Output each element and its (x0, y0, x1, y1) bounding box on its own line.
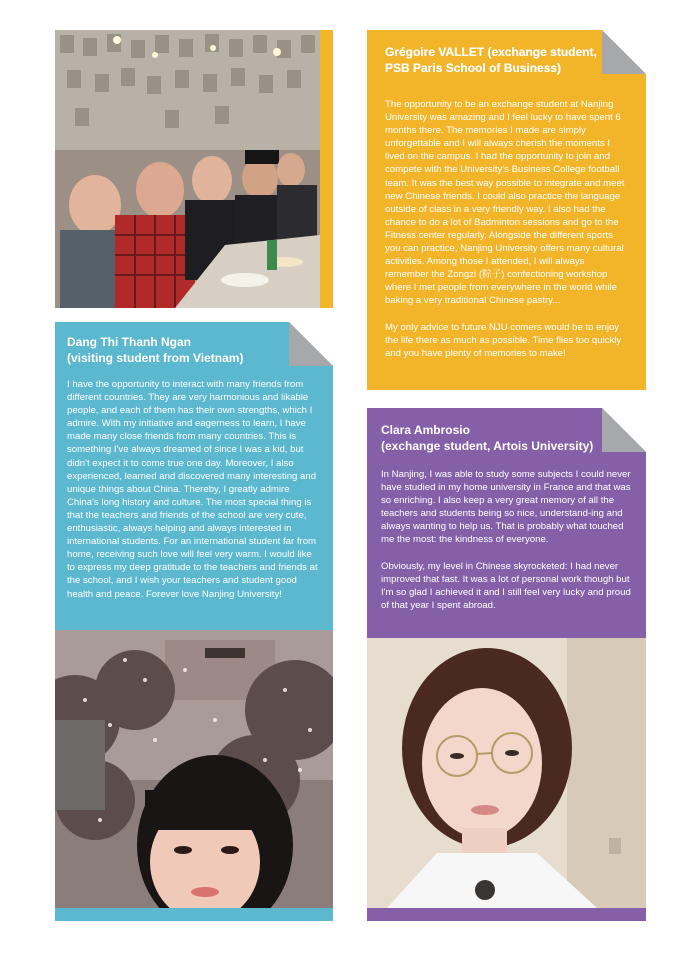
dang-affiliation: (visiting student from Vietnam) (67, 351, 244, 365)
snowy-selfie-photo (55, 630, 333, 908)
dang-paragraph-1: I have the opportunity to interact with many friends from different countries. They are very harmonious and likable people, and each of them has their own strengths, which I admire. With my initiative and eagerness to learn, I have made many close friends from many countries. This is something I've always dreamed of since I was a kid, but didn't expect it to come true one day. Moreover, I also experienced, learned and discovered many interesting and unique things about China. Thereby, I greatly admire China's long history and culture. The most special thing is that the teachers and friends of the school are very cute, enthusiastic, always helping and always interested in international students. For an international student far from home, receiving such love will feel very warm. I would like to express my deep gratitude to the teachers and friends at the school, and I wish your teachers and student good health and peace. Forever love Nanjing University! (67, 379, 318, 600)
gregoire-name: Grégoire VALLET (exchange student, (385, 45, 597, 59)
gregoire-paragraph-2: My only advice to future NJU comers would be to enjoy the life there as much as possible. Time flies too quickly and you have plenty of memories to make! (385, 321, 622, 359)
clara-portrait-photo (367, 638, 646, 908)
clara-paragraph-2: Obviously, my level in Chinese skyrocketed: I had never improved that fast. It was a lot of personal work though but I'm so glad I achieved it and I still feel very lucky and proud of that year I spent abroad. (381, 560, 631, 611)
clara-affiliation: (exchange student, Artois University) (381, 439, 594, 453)
group-dinner-photo (55, 30, 320, 308)
page-fold-corner (602, 408, 646, 452)
teal-bottom-bar (55, 908, 333, 921)
dang-card (55, 322, 333, 630)
gregoire-affiliation: PSB Paris School of Business) (385, 61, 562, 75)
clara-name: Clara Ambrosio (381, 423, 470, 437)
page-fold-corner (602, 30, 646, 74)
dang-name: Dang Thi Thanh Ngan (67, 335, 191, 349)
page-fold-corner (289, 322, 333, 366)
gregoire-card (367, 30, 646, 390)
clara-card (367, 408, 646, 638)
clara-paragraph-1: In Nanjing, I was able to study some subjects I could never have studied in my home university in France and that was so enriching. I also keep a very great memory of all the teachers and students being so nice, understand-ing and always wanting to help us. That is probably what touched me the most: the kindness of everyone. (381, 469, 631, 546)
purple-bottom-bar (367, 908, 646, 921)
photo-accent-bar (320, 30, 333, 308)
gregoire-paragraph-1: The opportunity to be an exchange student at Nanjing University was amazing and I feel lucky to have spent 6 months there. The memories I made are simply unforgettable and I will always cherish the moments I lived on the campus. I had the opportunity to join and compete with the University's Business College football team. It was the best way possible to integrate and meet new Chinese friends. I could also practice the language outside of class in a very friendly way. I also had the chance to do a lot of Badminton sessions and go to the Fitness center regularly. Alongside the different sports you can practice, Nanjing University offers many cultural activities. Among those I attended, I will always remember the Zongzi (粽子) confectioning workshop where I met people from everywhere in the world while baking a very traditional Chinese pastry... (385, 99, 625, 307)
